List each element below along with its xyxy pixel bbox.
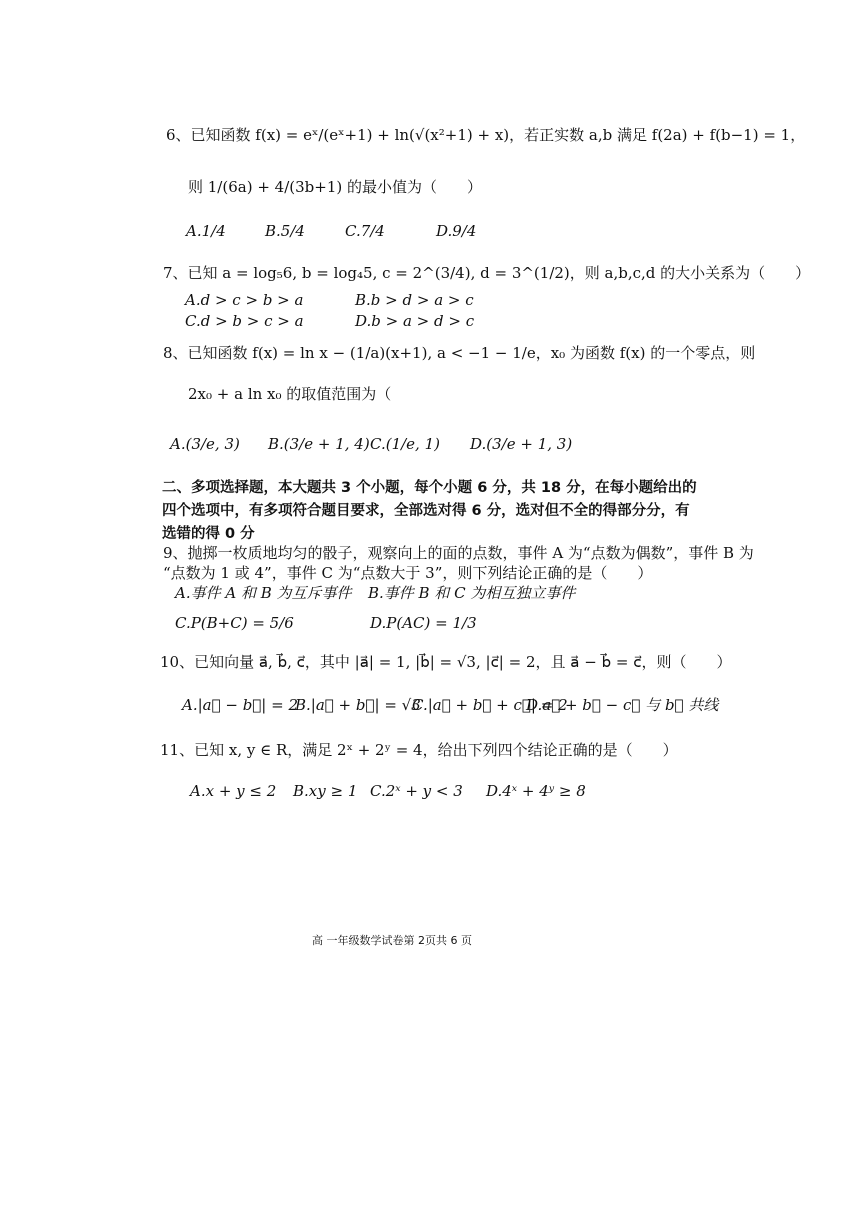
question-8-option-d: D.(3/e + 1, 3) xyxy=(470,435,573,453)
question-6-option-a: A.1/4 xyxy=(186,222,226,240)
question-9-stem-line-2: “点数为 1 或 4”，事件 C 为“点数大于 3”，则下列结论正确的是（ ） xyxy=(163,564,653,582)
question-11-option-c: C.2ˣ + y < 3 xyxy=(370,782,463,800)
question-11-option-a: A.x + y ≤ 2 xyxy=(190,782,277,800)
question-8-option-a: A.(3/e, 3) xyxy=(170,435,240,453)
question-6-stem-line-1: 6、已知函数 f(x) = eˣ/(eˣ+1) + ln(√(x²+1) + x)，若正实数 a,b 满足 f(2a) + f(b−1) = 1， xyxy=(166,126,806,144)
question-6-option-b: B.5/4 xyxy=(265,222,305,240)
question-10-option-a: A.|a⃗ − b⃗| = 2 xyxy=(182,696,299,714)
question-9-stem-line-1: 9、抛掷一枚质地均匀的骰子，观察向上的面的点数，事件 A 为“点数为偶数”，事件 B 为 xyxy=(163,544,754,562)
question-8-stem-line-1: 8、已知函数 f(x) = ln x − (1/a)(x+1), a < −1 − 1/e，x₀ 为函数 f(x) 的一个零点，则 xyxy=(163,344,756,362)
question-9-option-c: C.P(B+C) = 5/6 xyxy=(175,614,294,632)
question-11-option-d: D.4ˣ + 4ʸ ≥ 8 xyxy=(486,782,586,800)
question-8-stem-line-2: 2x₀ + a ln x₀ 的取值范围为（ xyxy=(188,385,392,403)
question-6-stem-line-2: 则 1/(6a) + 4/(3b+1) 的最小值为（ ） xyxy=(188,178,482,196)
question-6-option-c: C.7/4 xyxy=(345,222,385,240)
question-8-option-b: B.(3/e + 1, 4) xyxy=(268,435,370,453)
question-7-option-b: B.b > d > a > c xyxy=(355,291,474,309)
question-10-option-c: C.|a⃗ + b⃗ + c⃗| = 2 xyxy=(412,696,568,714)
question-11-stem: 11、已知 x, y ∈ R，满足 2ˣ + 2ʸ = 4，给出下列四个结论正确的是（ ） xyxy=(160,741,678,759)
question-10-option-b: B.|a⃗ + b⃗| = √3 xyxy=(295,696,421,714)
question-7-option-c: C.d > b > c > a xyxy=(185,312,304,330)
page-footer: 高 一年级数学试卷第 2页共 6 页 xyxy=(312,934,472,947)
question-9-option-b: B.事件 B 和 C 为相互独立事件 xyxy=(368,584,576,602)
question-7-stem: 7、已知 a = log₅6, b = log₄5, c = 2^(3/4), d = 3^(1/2)，则 a,b,c,d 的大小关系为（ ） xyxy=(163,264,811,282)
question-8-option-c: C.(1/e, 1) xyxy=(370,435,440,453)
question-7-option-d: D.b > a > d > c xyxy=(355,312,475,330)
question-9-option-a: A.事件 A 和 B 为互斥事件 xyxy=(175,584,352,602)
question-7-option-a: A.d > c > b > a xyxy=(185,291,304,309)
section-2-heading: 二、多项选择题，本大题共 3 个小题，每个小题 6 分，共 18 分，在每小题给出的四个选项中，有多项符合题目要求，全部选对得 6 分，选对但不全的得部分分，有选错的得 0 分 xyxy=(162,480,697,542)
question-10-option-d: D.a⃗ + b⃗ − c⃗ 与 b⃗ 共线 xyxy=(526,696,719,714)
question-9-option-d: D.P(AC) = 1/3 xyxy=(370,614,477,632)
question-11-option-b: B.xy ≥ 1 xyxy=(293,782,358,800)
question-6-option-d: D.9/4 xyxy=(436,222,477,240)
question-10-stem: 10、已知向量 a⃗, b⃗, c⃗，其中 |a⃗| = 1, |b⃗| = √3, |c⃗| = 2，且 a⃗ − b⃗ = c⃗，则（ ） xyxy=(160,653,732,671)
